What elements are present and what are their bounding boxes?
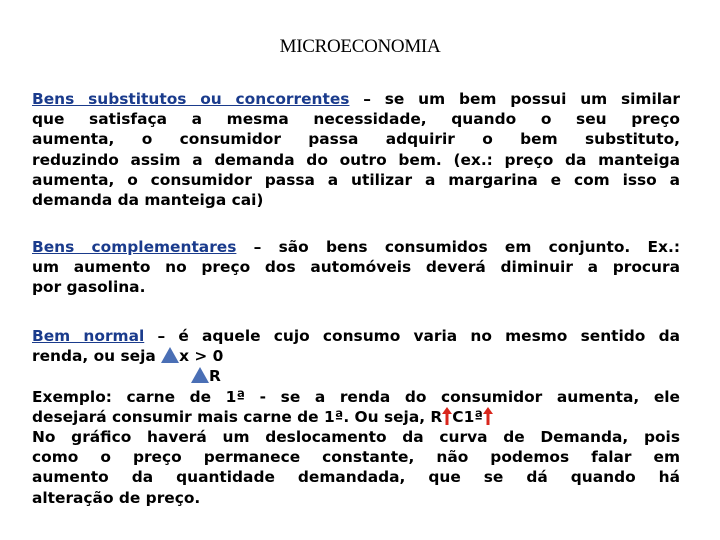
paragraph-line <box>32 89 680 109</box>
paragraph-line: aumento da quantidade demandada, que se dá quando há <box>32 468 680 487</box>
paragraph-text: – se um bem possui um similar <box>349 90 680 108</box>
up-arrow-icon <box>442 407 452 425</box>
paragraph-text: – é aquele cujo consumo varia no mesmo sentido da <box>144 327 680 345</box>
paragraph-substitute-goods <box>32 89 680 210</box>
paragraph-line <box>32 366 680 386</box>
paragraph-text: renda, ou seja <box>32 347 156 366</box>
paragraph-line: demanda da manteiga cai) <box>32 191 264 210</box>
term-complementary-goods: Bens complementares <box>32 238 237 256</box>
page-title: MICROECONOMIA <box>279 36 441 57</box>
paragraph-line: como o preço permanece constante, não podemos falar em <box>32 448 680 467</box>
paragraph-line <box>32 237 680 257</box>
paragraph-text: desejará consumir mais carne de 1ª. Ou seja, R <box>32 407 443 426</box>
paragraph-line: aumenta, o consumidor passa adquirir o bem substituto, <box>32 130 680 149</box>
paragraph-normal-good <box>32 326 680 508</box>
fraction-numerator: x > 0 <box>179 347 224 366</box>
term-normal-good: Bem normal <box>32 327 145 345</box>
paragraph-line <box>32 346 680 366</box>
paragraph-line: No gráfico haverá um deslocamento da curva de Demanda, pois <box>32 428 680 447</box>
term-substitute-goods: Bens substitutos ou concorrentes <box>32 90 350 108</box>
up-arrow-icon <box>483 407 493 425</box>
paragraph-complementary-goods <box>32 237 680 298</box>
paragraph-line: que satisfaça a mesma necessidade, quando o seu preço <box>32 110 680 129</box>
delta-triangle-icon <box>191 367 209 383</box>
paragraph-line: por gasolina. <box>32 278 146 297</box>
delta-triangle-icon <box>161 347 179 363</box>
fraction-denominator: R <box>209 367 221 386</box>
paragraph-line: Exemplo: carne de 1ª - se a renda do consumidor aumenta, ele <box>32 387 680 406</box>
paragraph-line <box>32 407 680 427</box>
paragraph-line <box>32 326 680 346</box>
paragraph-line: alteração de preço. <box>32 488 201 507</box>
paragraph-text: – são bens consumidos em conjunto. Ex.: <box>236 238 680 256</box>
paragraph-text: C1ª <box>452 407 483 426</box>
paragraph-line: aumenta, o consumidor passa a utilizar a margarina e com isso a <box>32 170 680 189</box>
paragraph-line: reduzindo assim a demanda do outro bem. (ex.: preço da manteiga <box>32 150 680 169</box>
paragraph-line: um aumento no preço dos automóveis deverá diminuir a procura <box>32 258 680 277</box>
